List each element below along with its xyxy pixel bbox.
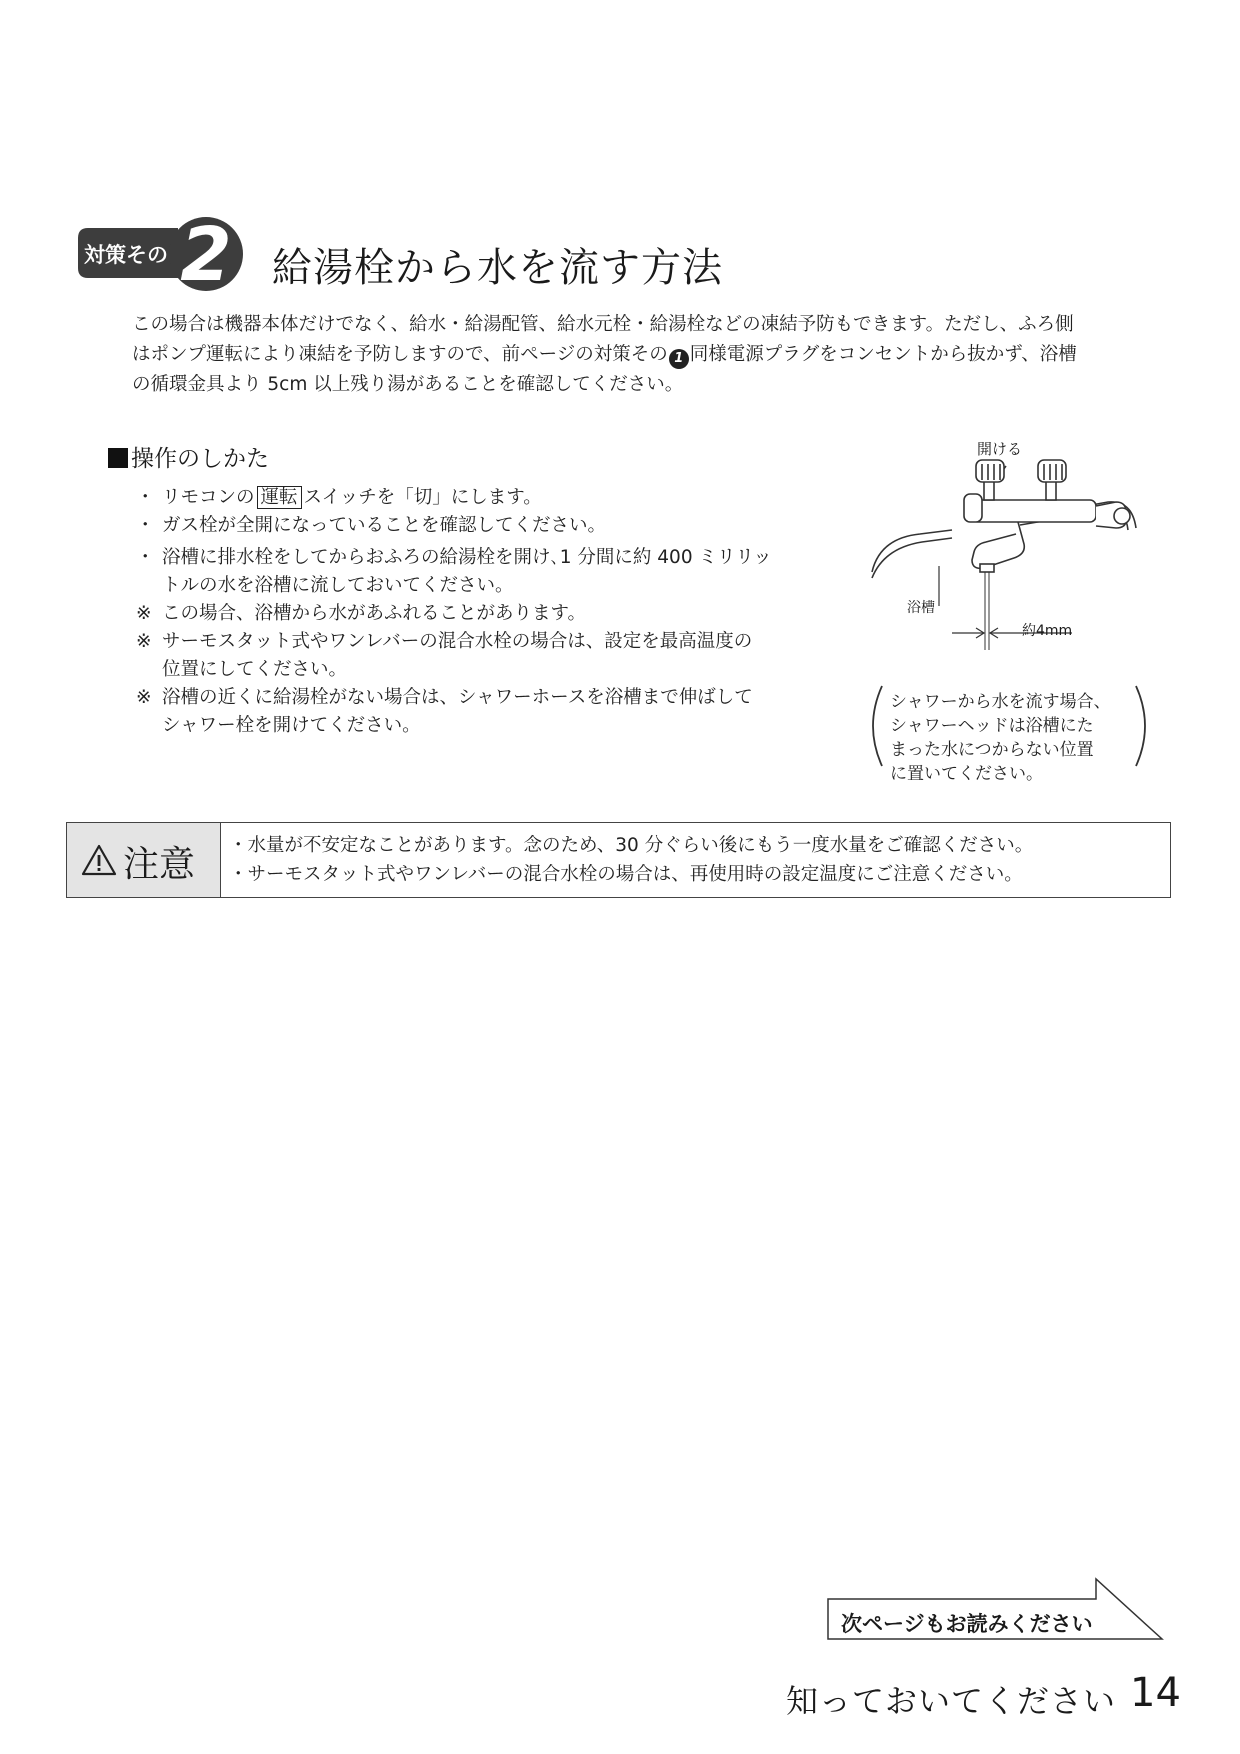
procedure-item: ・ 浴槽に排水栓をしてからおふろの給湯栓を開け､1 分間に約 400 ミリリッ <box>136 547 772 568</box>
dimension-label: 約4mm <box>1022 623 1073 639</box>
procedure-note-continued: 位置にしてください。 <box>162 659 348 680</box>
intro-line: はポンプ運転により凍結を予防しますので、前ページの対策その 1 同様電源プラグをコンセントから抜かず、浴槽 <box>132 340 1172 370</box>
next-page-tab <box>826 1577 1164 1641</box>
caution-item: ・サーモスタット式やワンレバーの混合水栓の場合は、再使用時の設定温度にご注意ください。 <box>229 864 1023 885</box>
badge-number: 2 <box>180 214 232 294</box>
intro-line: この場合は機器本体だけでなく、給水・給湯配管、給水元栓・給湯栓などの凍結予防もできます。ただし、ふろ側 <box>132 314 1074 335</box>
bathtub-label: 浴槽 <box>907 600 935 616</box>
square-bullet-icon <box>108 448 128 468</box>
badge-text: 対策その <box>84 243 168 267</box>
figure-note-line: シャワーヘッドは浴槽にた <box>890 716 1094 736</box>
next-page-label: 次ページもお読みください <box>841 1612 1093 1636</box>
footer-section-title: 知っておいてください <box>786 1682 1117 1720</box>
caution-item: ・水量が不安定なことがあります。念のため、30 分ぐらい後にもう一度水量をご確認ください。 <box>229 835 1034 856</box>
procedure-item: ・ ガス栓が全開になっていることを確認してください。 <box>136 515 607 536</box>
figure-note <box>890 690 1130 786</box>
caution-label: 注意 <box>123 844 196 885</box>
circled-number-ref: 1 <box>669 349 689 369</box>
caution-box <box>66 822 1171 898</box>
intro-line: の循環金具より 5cm 以上残り湯があることを確認してください。 <box>132 374 684 395</box>
figure-note-line: に置いてください。 <box>890 764 1043 784</box>
caution-header <box>67 823 221 897</box>
switch-label-box: 運転 <box>257 486 302 509</box>
procedure-heading: 操作のしかた <box>108 440 269 473</box>
figure-note-line: まった水につからない位置 <box>890 740 1094 760</box>
procedure-note: ※ サーモスタット式やワンレバーの混合水栓の場合は、設定を最高温度の <box>136 631 753 652</box>
section-badge <box>66 214 262 294</box>
procedure-note-continued: シャワー栓を開けてください。 <box>162 715 421 736</box>
procedure-item: ・ リモコンの 運転 スイッチを「切」にします。 <box>136 487 542 508</box>
page-number: 14 <box>1130 1670 1181 1716</box>
procedure-list <box>136 484 816 740</box>
figure-note-line: シャワーから水を流す場合、 <box>890 692 1111 712</box>
intro-paragraph <box>132 310 1172 400</box>
open-label: 開ける <box>977 440 1023 458</box>
faucet-illustration <box>860 430 1160 790</box>
procedure-note: ※ 浴槽の近くに給湯栓がない場合は、シャワーホースを浴槽まで伸ばして <box>136 687 753 708</box>
section-title: 給湯栓から水を流す方法 <box>272 245 723 291</box>
warning-triangle-icon <box>81 844 117 876</box>
procedure-note: ※ この場合、浴槽から水があふれることがあります。 <box>136 603 587 624</box>
caution-items <box>229 831 1033 889</box>
procedure-item-continued: トルの水を浴槽に流しておいてください。 <box>162 575 514 596</box>
